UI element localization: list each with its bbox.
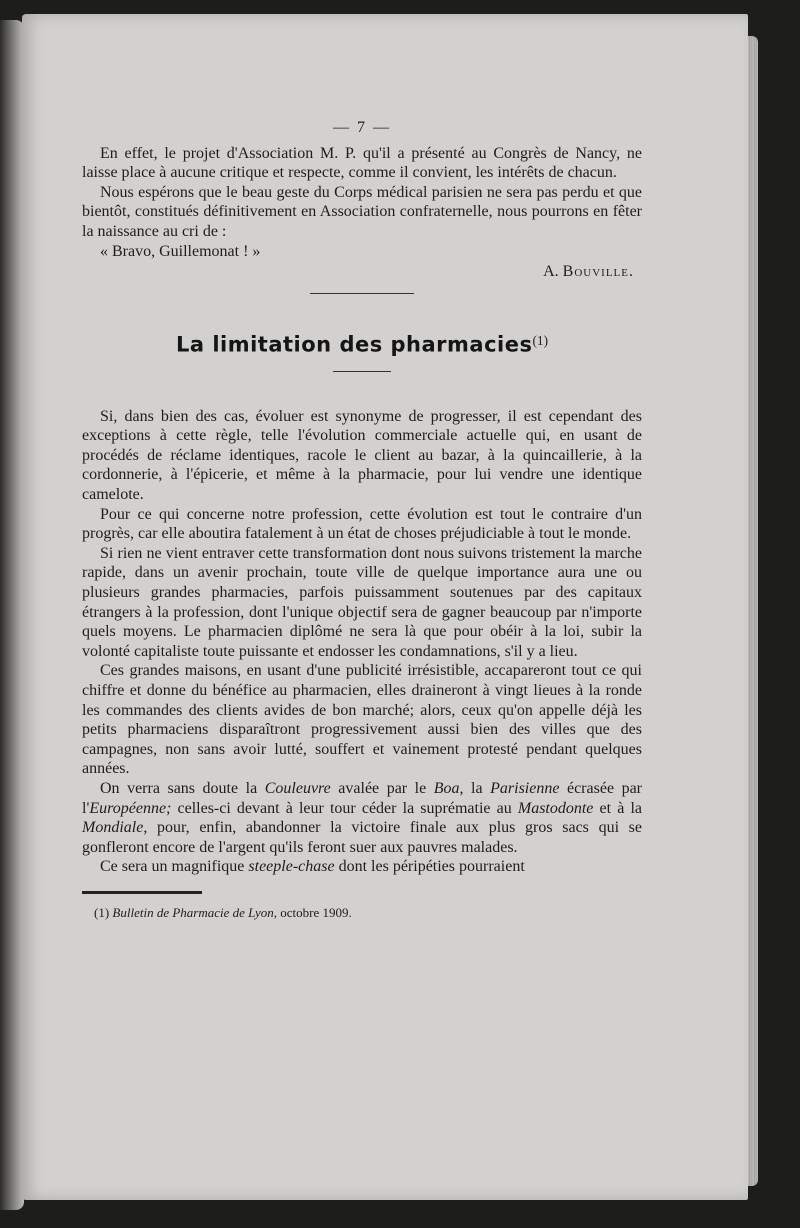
intro-exclamation: « Bravo, Guillemonat ! » [100,242,261,260]
article-title: La limitation des pharmacies [175,332,533,357]
footnote [82,903,642,923]
signature-name: Bouville. [562,263,634,281]
footnote-mark: (1) [94,904,110,920]
intro-paragraph: En effet, le projet d'Association M. P. qu'il a présenté au Congrès de Nancy, ne laisse place à aucune critique et respecte, comme il convient, les intérêts de chacun. [82,144,642,182]
book-spine [0,20,24,1210]
article-paragraph: Ce sera un magnifique steeple-chase dont les péripéties pourraient [100,858,525,876]
article-paragraph: Ces grandes maisons, en usant d'une publicité irrésistible, accapareront tout ce qui chiffre et donne du bénéfice au pharmacien, elles draineront à vingt lieues à la ronde les commandes des clients avides de bon marché; alors, ceux qu'on appelle déjà les petits pharmaciens disparaîtront progressivement aussi bien des villes que des campagnes, non sans avoir lutté, souffert et vainement protesté pendant quelques années. [82,662,642,778]
article-paragraph: Si rien ne vient entraver cette transformation dont nous suivons tristement la marche rapide, dans un avenir prochain, toute ville de quelque importance aura une ou plusieurs grandes pharmacies, parfois puissamment soutenues par des capitaux étrangers à la profession, dont l'unique objectif sera de gagner beaucoup par n'importe quels moyens. Le pharmacien diplômé ne sera là que pour obéir à la loi, subir la volonté capitaliste toute puissante et endosser les condamnations, s'il y a lieu. [82,544,642,660]
intro-paragraph: Nous espérons que le beau geste du Corps médical parisien ne sera pas perdu et que bientôt, constitués définitivement en Association confraternelle, nous pourrons en fêter la naissance au cri de : [82,183,642,240]
author-signature [82,262,642,282]
footnote-divider [82,891,202,894]
page-content [82,118,642,923]
article-heading [82,331,642,357]
article-paragraph: Si, dans bien des cas, évoluer est synonyme de progresser, il est cependant des exceptions à cette règle, telle l'évolution commerciale actuelle qui, en usant de procédés de réclame identiques, racole le client au bazar, à la quincaillerie, à la cordonnerie, à l'épicerie, et même à la pharmacie, pour lui vendre une identique camelote. [82,407,642,504]
footnote-reference: (1) [532,332,549,348]
footnote-date: octobre 1909. [280,904,352,920]
title-underline [333,371,391,372]
article-paragraph: On verra sans doute la Couleuvre avalée par le Boa, la Parisienne écrasée par l'Européenne; celles-ci devant à leur tour céder la suprématie au Mastodonte et à la Mondiale, pour, enfin, abandonner la victoire finale aux plus gros sacs qui se gonfleront encore de l'argent qu'ils feront suer aux pauvres malades. [82,779,643,856]
page-number: — 7 — [333,119,391,136]
signature-initial: A. [543,263,559,281]
footnote-source: Bulletin de Pharmacie de Lyon, [112,904,278,920]
article-body [82,407,642,877]
article-paragraph: Pour ce qui concerne notre profession, cette évolution est tout le contraire d'un progrès, car elle aboutira fatalement à un état de choses préjudiciable à tout le monde. [82,505,642,543]
section-divider [310,293,414,294]
